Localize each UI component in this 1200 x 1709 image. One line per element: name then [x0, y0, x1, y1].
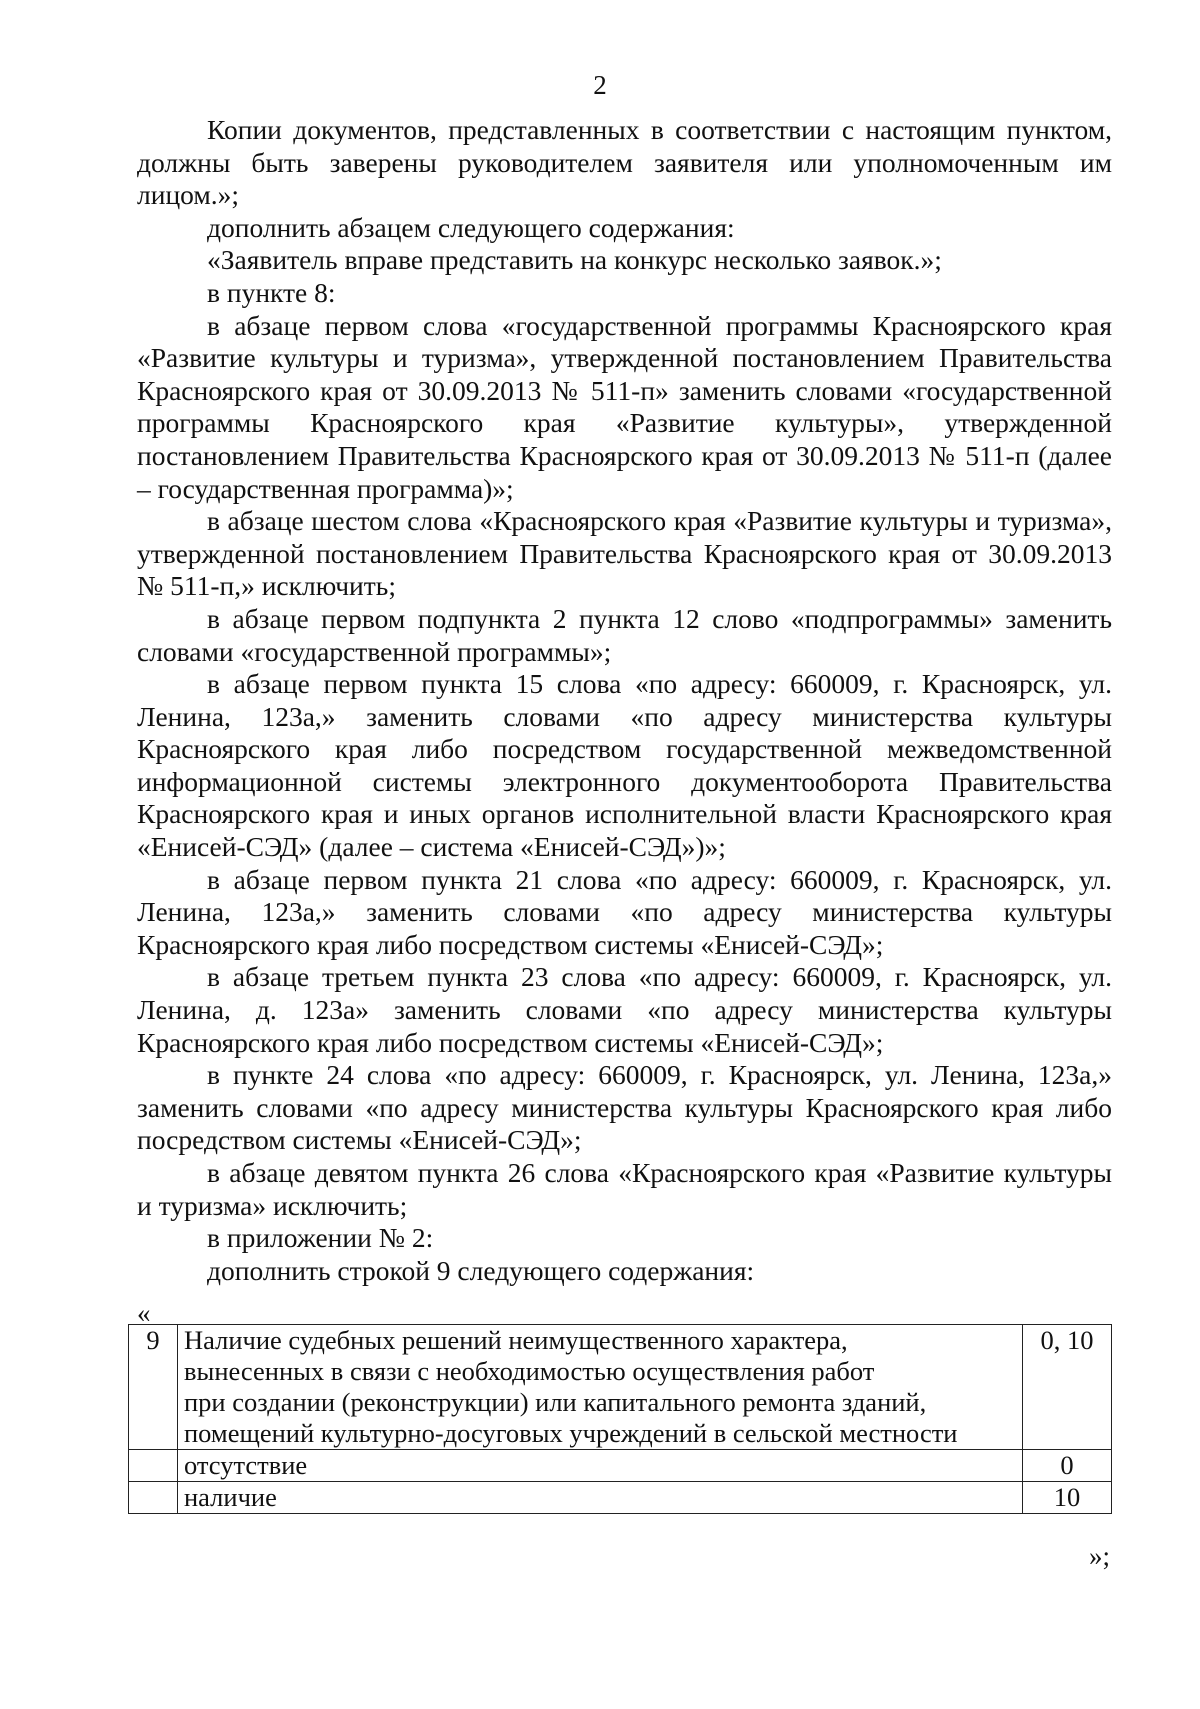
table-row [129, 1450, 1112, 1482]
criterion-description-cell [178, 1325, 1023, 1450]
paragraph-clause-26: в абзаце девятом пункта 26 слова «Красноярского края «Развитие культуры и туризма» исключить; [137, 1157, 1112, 1221]
option-cell: отсутствие [178, 1450, 1023, 1482]
criteria-table [128, 1324, 1112, 1514]
paragraph-supplement: дополнить абзацем следующего содержания: [207, 211, 735, 243]
paragraph-appendix-2: в приложении № 2: [207, 1222, 434, 1254]
table-row [129, 1325, 1112, 1450]
score-cell: 10 [1023, 1482, 1112, 1514]
paragraph-clause-23: в абзаце третьем пункта 23 слова «по адресу: 660009, г. Красноярск, ул. Ленина, д. 123а» заменить словами «по адресу министерства культуры Красноярского края либо посредством системы «Енисей-СЭД»; [137, 961, 1112, 1058]
paragraph-clause-21: в абзаце первом пункта 21 слова «по адресу: 660009, г. Красноярск, ул. Ленина, 123а,» заменить словами «по адресу министерства культуры Красноярского края либо посредством системы «Енисей-СЭД»; [137, 863, 1112, 960]
row-number-cell: 9 [129, 1325, 178, 1450]
paragraph-add-row-9: дополнить строкой 9 следующего содержания: [207, 1254, 755, 1286]
row-number-cell [129, 1482, 178, 1514]
score-cell: 0, 10 [1023, 1325, 1112, 1450]
page-number: 2 [593, 70, 607, 100]
table-row [129, 1482, 1112, 1514]
criteria-table-wrapper [128, 1324, 1112, 1514]
criterion-line: при создании (реконструкции) или капитального ремонта зданий, [184, 1387, 927, 1417]
criterion-line: вынесенных в связи с необходимостью осуществления работ [184, 1356, 875, 1386]
closing-quote-mark: »; [1088, 1541, 1110, 1571]
paragraph-clause-24: в пункте 24 слова «по адресу: 660009, г. Красноярск, ул. Ленина, 123а,» заменить словами «по адресу министерства культуры Красноярского края либо посредством системы «Енисей-СЭД»; [137, 1059, 1112, 1156]
score-cell: 0 [1023, 1450, 1112, 1482]
opening-quote-mark: « [137, 1298, 151, 1328]
criterion-line: помещений культурно-досуговых учреждений в сельской местности [184, 1418, 958, 1448]
option-cell: наличие [178, 1482, 1023, 1514]
paragraph-clause-15: в абзаце первом пункта 15 слова «по адресу: 660009, г. Красноярск, ул. Ленина, 123а,» заменить словами «по адресу министерства культуры Красноярского края либо посредством государственной межведомственной информационной системы электронного документооборота Правительства Красноярского края и иных органов исполнительной власти Красноярского края «Енисей-СЭД» (далее – система «Енисей-СЭД»)»; [137, 668, 1112, 863]
paragraph-copies: Копии документов, представленных в соответствии с настоящим пунктом, должны быть заверены руководителем заявителя или уполномоченным им лицом.»; [137, 114, 1112, 211]
paragraph-clause-8-first: в абзаце первом слова «государственной программы Красноярского края «Развитие культуры и туризма», утвержденной постановлением Правительства Красноярского края от 30.09.2013 № 511-п» заменить словами «государственной программы Красноярского края «Развитие культуры», утвержденной постановлением Правительства Красноярского края от 30.09.2013 № 511-п (далее – государственная программа)»; [137, 309, 1112, 504]
paragraph-applicant: «Заявитель вправе представить на конкурс несколько заявок.»; [207, 244, 942, 276]
document-body [137, 114, 1112, 1287]
row-number-cell [129, 1450, 178, 1482]
paragraph-clause-12: в абзаце первом подпункта 2 пункта 12 слово «подпрограммы» заменить словами «государственной программы»; [137, 602, 1112, 667]
paragraph-clause-8-sixth: в абзаце шестом слова «Красноярского края «Развитие культуры и туризма», утвержденной постановлением Правительства Красноярского края от 30.09.2013 № 511-п,» исключить; [137, 505, 1112, 602]
paragraph-clause-8: в пункте 8: [207, 276, 336, 308]
criterion-line: Наличие судебных решений неимущественного характера, [184, 1325, 848, 1355]
